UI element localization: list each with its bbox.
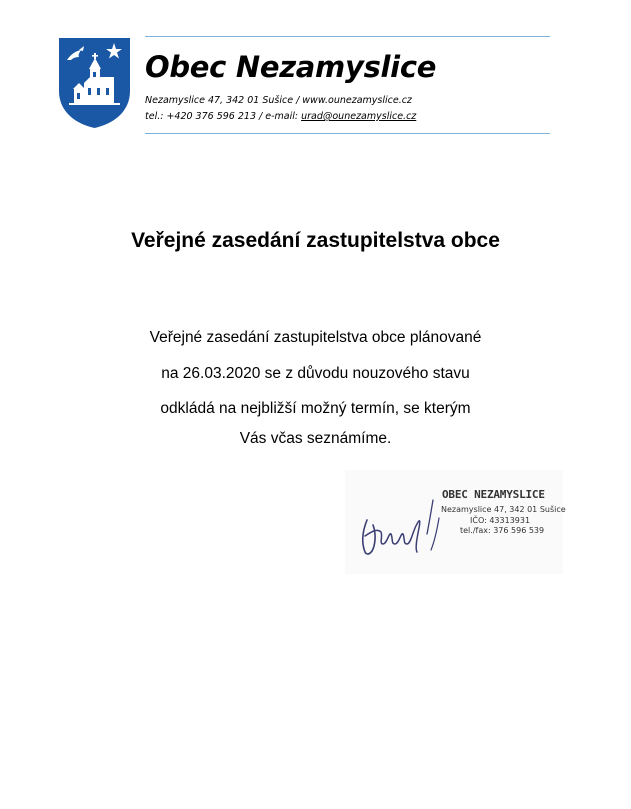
stamp-phone: tel./fax: 376 596 539	[460, 526, 545, 535]
org-name: Obec Nezamyslice	[145, 50, 437, 84]
email-link[interactable]: urad@ounezamyslice.cz	[301, 111, 417, 122]
contact-prefix: tel.: +420 376 596 213 / e-mail:	[145, 111, 302, 122]
stamp-ico: IČO: 43313931	[470, 516, 531, 525]
body-line-2: na 26.03.2020 se z důvodu nouzového stavu	[161, 365, 470, 382]
address-line: Nezamyslice 47, 342 01 Sušice / www.ounezamyslice.cz	[145, 95, 412, 106]
stamp-name: OBEC NEZAMYSLICE	[442, 488, 545, 501]
body-line-1: Veřejné zasedání zastupitelstva obce plánované	[149, 329, 482, 346]
coat-of-arms-icon	[57, 36, 132, 129]
body-line-3: odkládá na nejbližší možný termín, se kterým	[160, 400, 471, 417]
contact-line	[145, 111, 416, 122]
header-top-rule	[145, 36, 550, 37]
document-heading: Veřejné zasedání zastupitelstva obce	[131, 229, 500, 252]
stamp-address: Nezamyslice 47, 342 01 Sušice	[441, 505, 566, 514]
header-bottom-rule	[145, 133, 550, 134]
body-line-4: Vás včas seznámíme.	[239, 430, 392, 447]
signature	[345, 470, 563, 574]
official-stamp	[345, 470, 566, 574]
